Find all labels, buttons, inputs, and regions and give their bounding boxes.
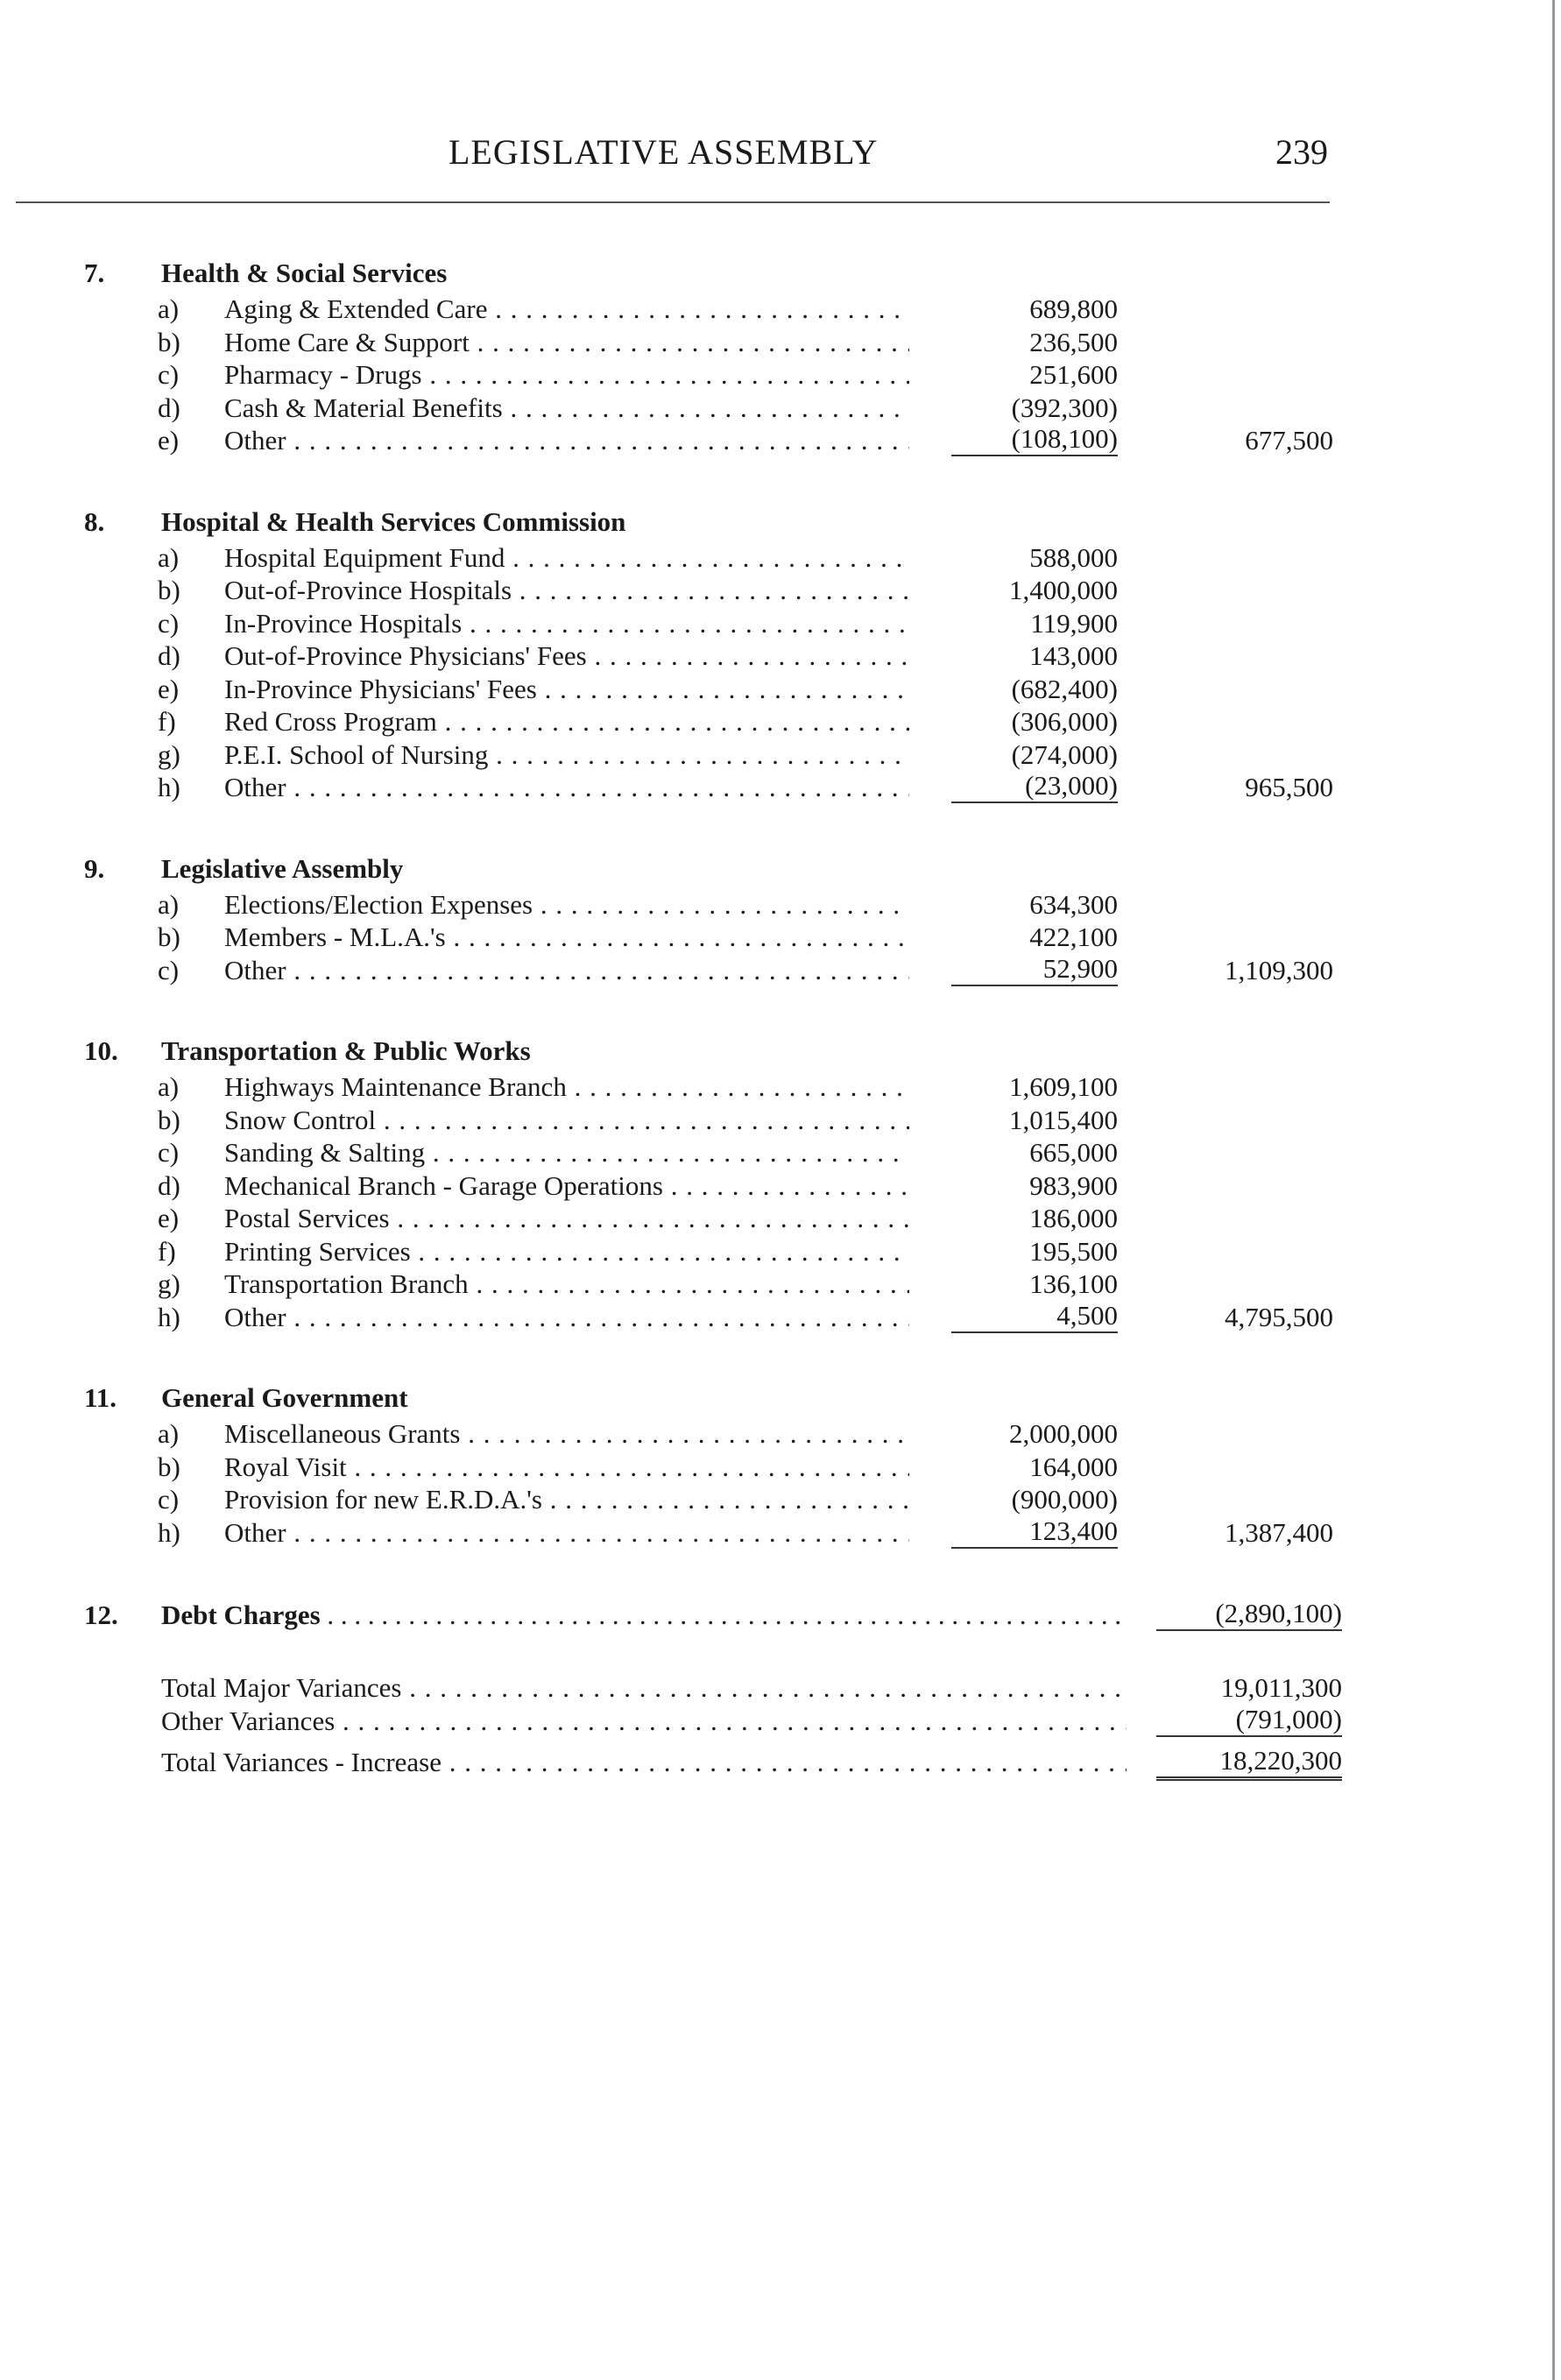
item-amount: (900,000) <box>1011 1484 1118 1515</box>
item-description: Royal Visit . . . <box>224 1451 909 1484</box>
item-letter: b) <box>158 1451 180 1482</box>
item-amount: 1,015,400 <box>1009 1104 1118 1135</box>
item-description: Elections/Election Expenses . . . <box>224 888 909 922</box>
item-description: Out-of-Province Physicians' Fees . . . <box>224 639 909 673</box>
line-item <box>0 1301 1561 1334</box>
item-letter: e) <box>158 1203 180 1233</box>
line-item <box>0 541 1561 575</box>
item-amount: 251,600 <box>1029 359 1118 390</box>
item-description: Red Cross Program . . . <box>224 705 909 738</box>
item-letter: c) <box>158 359 180 390</box>
item-letter: h) <box>158 772 180 802</box>
item-letter: c) <box>158 1137 180 1168</box>
line-item <box>0 1169 1561 1203</box>
item-amount: 634,300 <box>1029 888 1118 920</box>
summary-value: (791,000) <box>1156 1705 1342 1737</box>
item-amount: (23,000) <box>951 771 1118 803</box>
section <box>0 506 1561 804</box>
line-item <box>0 424 1561 457</box>
item-letter: b) <box>158 1104 180 1135</box>
section-title: General Government <box>161 1382 408 1413</box>
item-letter: d) <box>158 392 180 423</box>
line-item <box>0 358 1561 392</box>
item-letter: b) <box>158 922 180 952</box>
line-item <box>0 1070 1561 1104</box>
summary-row-major <box>0 1671 1561 1705</box>
line-item <box>0 1516 1561 1550</box>
item-description: Miscellaneous Grants . . . <box>224 1417 909 1451</box>
section-total: 1,109,300 <box>1225 954 1333 985</box>
summary-value: 19,011,300 <box>1220 1672 1342 1703</box>
item-letter: d) <box>158 1169 180 1201</box>
item-letter: a) <box>158 1071 180 1102</box>
section <box>0 1382 1561 1549</box>
item-description: Hospital Equipment Fund . . . <box>224 541 909 575</box>
debt-charges-row <box>0 1598 1561 1633</box>
section-number: 7. <box>84 258 105 288</box>
item-amount: 119,900 <box>1030 607 1118 639</box>
debt-charges-total: (2,890,100) <box>1156 1598 1342 1631</box>
line-item <box>0 1235 1561 1268</box>
item-letter: e) <box>158 673 180 704</box>
item-description: P.E.I. School of Nursing . . . <box>224 738 909 772</box>
sections-container <box>0 258 1561 1549</box>
item-amount: 143,000 <box>1029 640 1118 671</box>
page-number: 239 <box>1275 132 1328 172</box>
section <box>0 853 1561 987</box>
item-amount: 689,800 <box>1029 293 1118 324</box>
item-amount: 588,000 <box>1029 541 1118 573</box>
item-amount: 983,900 <box>1029 1169 1118 1201</box>
item-description: Other . . . <box>224 954 909 987</box>
line-item <box>0 673 1561 706</box>
item-letter: f) <box>158 706 176 737</box>
summary-total-value: 18,220,300 <box>1156 1746 1342 1781</box>
section-total: 965,500 <box>1245 772 1333 802</box>
line-item <box>0 326 1561 359</box>
item-letter: e) <box>158 425 180 456</box>
item-amount: (682,400) <box>1011 673 1118 704</box>
item-letter: a) <box>158 541 180 573</box>
item-amount: 1,609,100 <box>1009 1071 1118 1102</box>
item-description: In-Province Physicians' Fees . . . <box>224 673 909 706</box>
section-number: 9. <box>84 852 105 884</box>
line-item <box>0 1417 1561 1451</box>
item-letter: g) <box>158 1268 180 1299</box>
item-letter: a) <box>158 888 180 920</box>
line-item <box>0 607 1561 640</box>
item-description: Members - M.L.A.'s . . . <box>224 921 909 954</box>
item-amount: 164,000 <box>1029 1451 1118 1482</box>
item-amount: 136,100 <box>1029 1268 1118 1299</box>
item-description: Postal Services . . . <box>224 1202 909 1235</box>
line-item <box>0 392 1561 425</box>
item-amount: (274,000) <box>1011 738 1118 770</box>
item-letter: a) <box>158 1418 180 1449</box>
item-letter: b) <box>158 575 180 605</box>
item-amount: 195,500 <box>1029 1235 1118 1267</box>
item-description: Other . . . <box>224 1301 909 1334</box>
line-item <box>0 574 1561 607</box>
item-letter: c) <box>158 1484 180 1515</box>
section-heading <box>0 258 1561 293</box>
item-description: Sanding & Salting . . . <box>224 1136 909 1169</box>
line-item <box>0 1202 1561 1235</box>
section-heading <box>0 1035 1561 1070</box>
item-letter: a) <box>158 293 180 324</box>
item-amount: 422,100 <box>1029 922 1118 952</box>
item-description: Provision for new E.R.D.A.'s . . . <box>224 1483 909 1516</box>
item-amount: 2,000,000 <box>1009 1418 1118 1449</box>
item-description: Cash & Material Benefits . . . <box>224 392 909 425</box>
item-amount: (108,100) <box>951 424 1118 456</box>
item-amount: 1,400,000 <box>1009 575 1118 605</box>
item-amount: 52,900 <box>951 954 1118 986</box>
section-heading <box>0 506 1561 541</box>
section-title: Health & Social Services <box>161 258 448 288</box>
line-item <box>0 1483 1561 1516</box>
item-amount: 4,500 <box>951 1301 1118 1333</box>
item-description: Other . . . <box>224 424 909 457</box>
line-item <box>0 1136 1561 1169</box>
item-description: Out-of-Province Hospitals . . . <box>224 574 909 607</box>
section-title: Transportation & Public Works <box>161 1035 531 1066</box>
item-description: Highways Maintenance Branch . . . <box>224 1070 909 1104</box>
item-letter: d) <box>158 640 180 671</box>
item-description: Home Care & Support . . . <box>224 326 909 359</box>
section-title: Hospital & Health Services Commission <box>161 505 626 537</box>
summary-block <box>0 1671 1561 1779</box>
item-amount: 236,500 <box>1029 326 1118 357</box>
line-item <box>0 738 1561 772</box>
line-item <box>0 705 1561 738</box>
section-number: 12. <box>84 1600 118 1630</box>
line-item <box>0 1268 1561 1301</box>
line-item <box>0 921 1561 954</box>
item-letter: g) <box>158 738 180 770</box>
summary-label: Other Variances . . . <box>161 1705 1127 1738</box>
section-number: 8. <box>84 505 105 537</box>
item-amount: 186,000 <box>1029 1203 1118 1233</box>
item-amount: (306,000) <box>1011 706 1118 737</box>
item-description: Aging & Extended Care . . . <box>224 293 909 326</box>
debt-charges-label: Debt Charges . . . <box>161 1598 1127 1633</box>
summary-label: Total Variances - Increase . . . <box>161 1746 1127 1779</box>
item-description: Printing Services . . . <box>224 1235 909 1268</box>
item-description: In-Province Hospitals . . . <box>224 607 909 640</box>
summary-row-total <box>0 1746 1561 1779</box>
line-item <box>0 293 1561 326</box>
item-amount: 123,400 <box>951 1516 1118 1549</box>
section-total: 677,500 <box>1245 425 1333 456</box>
line-item <box>0 639 1561 673</box>
header-rule <box>16 201 1330 203</box>
summary-label: Total Major Variances . . . <box>161 1671 1127 1705</box>
item-description: Other . . . <box>224 771 909 804</box>
item-description: Snow Control . . . <box>224 1104 909 1137</box>
line-item <box>0 888 1561 922</box>
item-letter: c) <box>158 607 180 639</box>
item-letter: c) <box>158 954 180 985</box>
item-amount: (392,300) <box>1011 392 1118 423</box>
section-total: 4,795,500 <box>1225 1301 1333 1332</box>
section-heading <box>0 1382 1561 1417</box>
item-letter: h) <box>158 1516 180 1548</box>
page-header <box>0 131 1561 184</box>
item-description: Mechanical Branch - Garage Operations . . . <box>224 1169 909 1203</box>
section <box>0 258 1561 457</box>
item-letter: f) <box>158 1235 176 1267</box>
item-description: Other . . . <box>224 1516 909 1550</box>
line-item <box>0 771 1561 804</box>
section-heading <box>0 853 1561 888</box>
section-title: Legislative Assembly <box>161 852 404 884</box>
item-amount: 665,000 <box>1029 1137 1118 1168</box>
item-description: Pharmacy - Drugs . . . <box>224 358 909 392</box>
variance-table <box>0 258 1561 1779</box>
line-item <box>0 1451 1561 1484</box>
line-item <box>0 954 1561 987</box>
section <box>0 1035 1561 1333</box>
item-letter: b) <box>158 326 180 357</box>
section-total: 1,387,400 <box>1225 1516 1333 1548</box>
line-item <box>0 1104 1561 1137</box>
item-letter: h) <box>158 1301 180 1332</box>
section-number: 10. <box>84 1035 118 1066</box>
summary-row-other <box>0 1705 1561 1738</box>
page-title: LEGISLATIVE ASSEMBLY <box>449 132 879 172</box>
section-number: 11. <box>84 1382 117 1413</box>
item-description: Transportation Branch . . . <box>224 1268 909 1301</box>
